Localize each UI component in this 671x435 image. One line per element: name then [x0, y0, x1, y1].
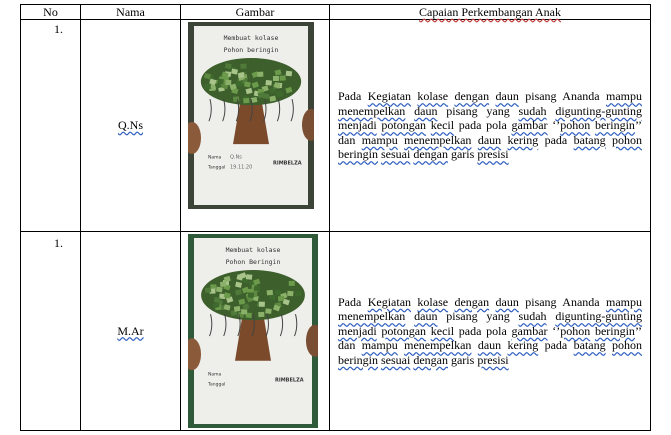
description-text: batang: [573, 132, 606, 147]
header-gambar: Gambar: [181, 5, 330, 20]
description-text: pohon: [560, 323, 591, 338]
student-name-cell: [81, 20, 181, 232]
description-text: daun: [477, 132, 502, 147]
artwork-cell: [181, 232, 330, 431]
name-value: Q.Ns: [230, 154, 242, 161]
description-text: kolase: [417, 294, 449, 309]
date-value: 19.11.20: [230, 164, 253, 171]
description-text: pohon: [612, 338, 643, 353]
description-text: garis: [447, 147, 478, 162]
description-text: sudah: [518, 103, 547, 118]
description-text: sesuai: [381, 147, 411, 162]
description-text: daun: [414, 309, 438, 324]
description-text: kering: [507, 132, 539, 147]
description-text: dengan: [454, 89, 490, 104]
row-number: 1.: [21, 20, 81, 232]
description-text: beringin: [594, 323, 635, 338]
description-text: sudah: [518, 309, 547, 324]
description-text: daun: [477, 338, 502, 353]
description-text: menempelkan: [404, 338, 472, 353]
table-row: [21, 232, 651, 431]
artwork-photo: [188, 22, 314, 209]
assessment-table: [20, 4, 651, 431]
description-text: pada pola: [454, 323, 512, 338]
description-text: pada: [538, 132, 574, 147]
description-text: beringin: [594, 118, 635, 133]
description-text: Kegiatan: [367, 294, 412, 309]
artwork-cell: [181, 20, 330, 232]
description-text: Kegiatan: [367, 89, 412, 104]
student-name: Q.Ns: [117, 118, 143, 132]
kolase-artwork: [188, 234, 318, 428]
description-text: [405, 309, 414, 323]
description-text: garis: [447, 352, 478, 367]
description-text: potongan: [381, 118, 427, 133]
brand-logo: RIMBELZA: [273, 160, 302, 167]
header-no: No: [21, 5, 81, 20]
description-text: dengan: [413, 352, 448, 367]
description-text: daun: [495, 89, 519, 104]
description-text: Pada: [338, 294, 368, 309]
description-text: kecil: [430, 118, 455, 133]
description-text: menempelkan: [338, 103, 406, 118]
description-text: pisang yang: [437, 103, 519, 118]
description-text: dengan: [454, 294, 490, 309]
description-text: menempelkan: [338, 309, 406, 324]
description-text: pisang yang: [437, 309, 519, 324]
description-text: pohon: [560, 118, 591, 133]
description-text: ‘’: [547, 323, 561, 338]
name-label: Nama: [208, 372, 222, 378]
description-text: kering: [507, 338, 539, 353]
description-text: pada pola: [454, 118, 512, 133]
description-text: ’’ dan: [338, 323, 643, 353]
artwork-subtitle: Pohon beringin: [223, 46, 279, 54]
name-label: Nama: [208, 155, 222, 161]
description-text: kolase: [417, 89, 449, 104]
header-capaian: Capaian Perkembangan Anak: [330, 5, 651, 20]
artwork-photo: [188, 234, 318, 428]
description-text: pisang Ananda: [518, 294, 606, 309]
table-row: [21, 20, 651, 232]
description-text: gambar: [511, 118, 548, 133]
description-text: ’’ dan: [338, 118, 643, 147]
date-label: Tanggal: [208, 382, 226, 388]
description-text: potongan: [381, 323, 427, 338]
artwork-title: Membuat kolase: [223, 34, 279, 42]
student-name-cell: [81, 232, 181, 431]
description-text: digunting-gunting: [555, 309, 643, 324]
description-text: daun: [495, 294, 519, 309]
date-label: Tanggal: [208, 165, 226, 171]
description-text: ‘’: [547, 118, 561, 133]
description-text: presisi: [477, 147, 509, 162]
kolase-artwork: [188, 22, 314, 209]
description-text: gambar: [511, 323, 548, 338]
description-text: Pada: [338, 89, 368, 104]
description-text: beringin: [338, 147, 378, 162]
brand-logo: RIMBELZA: [275, 377, 304, 384]
description-text: mampu: [361, 338, 398, 353]
description-text: pisang Ananda: [518, 89, 606, 104]
description-text: kecil: [430, 323, 455, 338]
student-name: M.Ar: [117, 323, 144, 338]
artwork-subtitle: Pohon Beringin: [225, 258, 281, 266]
description-text: digunting-gunting: [555, 103, 643, 118]
description-text: pada: [538, 338, 574, 353]
description-text: menjadi: [338, 118, 377, 133]
artwork-title: Membuat kolase: [225, 246, 281, 254]
description-text: daun: [414, 103, 438, 118]
description-text: beringin: [338, 352, 378, 367]
description-text: presisi: [477, 352, 509, 367]
description-text: mampu: [606, 294, 642, 309]
description-text: dengan: [413, 147, 448, 162]
table-header-row: [21, 5, 651, 20]
description-text: [405, 104, 414, 118]
achievement-description: [330, 20, 651, 232]
achievement-description: [330, 232, 651, 431]
header-nama: Nama: [81, 5, 181, 20]
description-text: sesuai: [381, 352, 411, 367]
description-text: mampu: [606, 89, 642, 104]
description-text: batang: [573, 338, 606, 353]
description-text: pohon: [612, 132, 643, 147]
description-text: menempelkan: [404, 132, 472, 147]
description-text: mampu: [361, 132, 398, 147]
description-text: menjadi: [338, 323, 377, 338]
row-number: 1.: [21, 232, 81, 431]
